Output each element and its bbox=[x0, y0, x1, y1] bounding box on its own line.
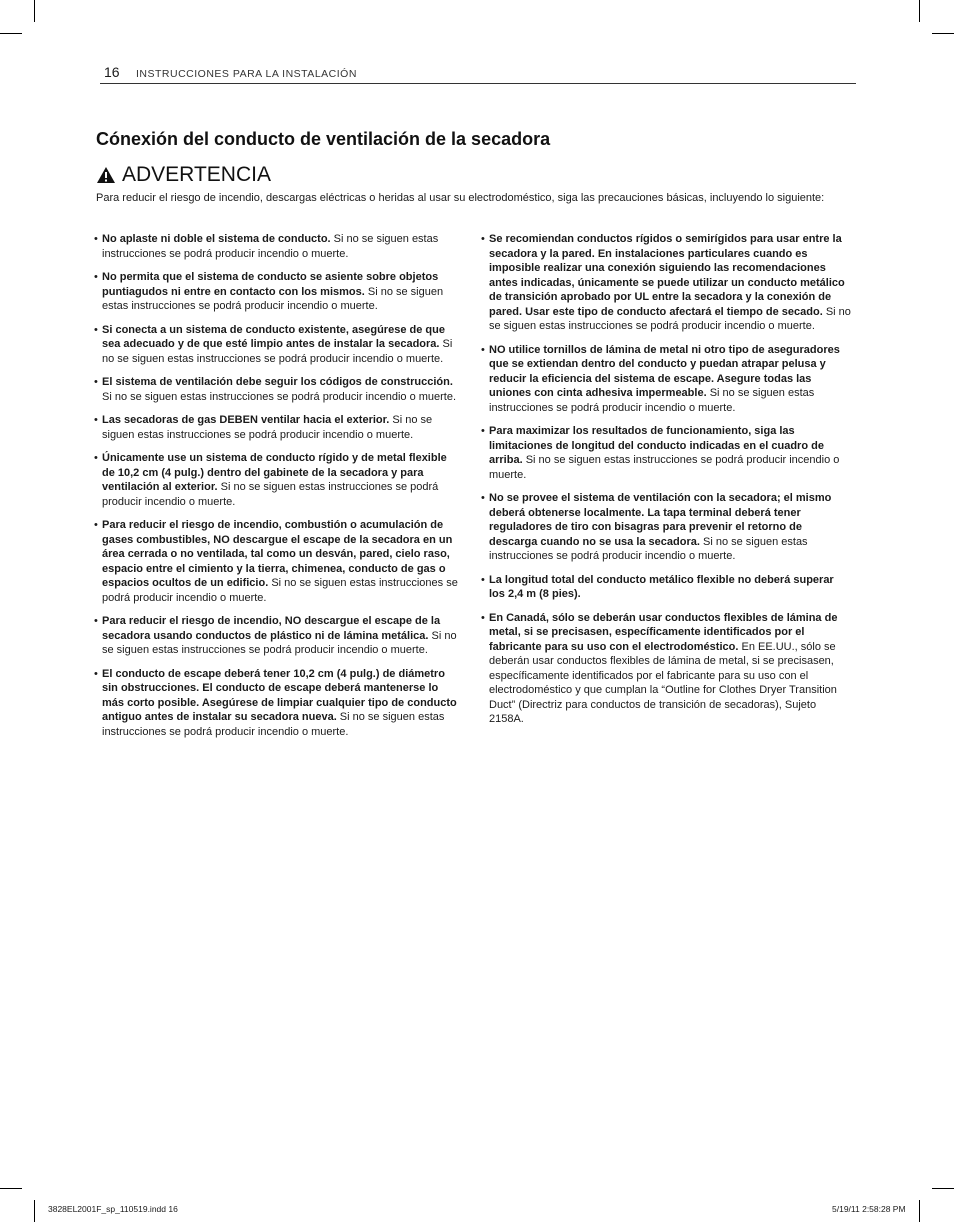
crop-mark bbox=[919, 0, 920, 22]
list-item: • El conducto de escape deberá tener 10,2 cm (4 pulg.) de diámetro sin obstrucciones. El conducto de escape deberá mantenerse lo más corto posible. Asegúrese de limpiar cualquier tipo de conducto antiguo antes de instalar su secadora nueva. Si no se siguen estas instrucciones se podrá producir incendio o muerte. bbox=[94, 667, 457, 738]
list-item: • No aplaste ni doble el sistema de conducto. Si no se siguen estas instrucciones se podrá producir incendio o muerte. bbox=[94, 233, 439, 260]
section-title: Cónexión del conducto de ventilación de la secadora bbox=[96, 129, 551, 149]
warning-label: ADVERTENCIA bbox=[122, 163, 271, 186]
crop-mark bbox=[0, 33, 22, 34]
left-column bbox=[94, 232, 462, 748]
list-item: • NO utilice tornillos de lámina de metal ni otro tipo de aseguradores que se extiendan dentro del conducto y puedan atrapar pelusa y reducir la eficiencia del sistema de escape. Asegure todas las uniones con cinta adhesiva impermeable. Si no se siguen estas instrucciones se podrá producir incendio o muerte. bbox=[481, 343, 840, 414]
list-item: • Si conecta a un sistema de conducto existente, asegúrese de que sea adecuado y de que esté limpio antes de instalar la secadora. Si no se siguen estas instrucciones se podrá producir incendio o muerte. bbox=[94, 323, 453, 365]
page-header bbox=[100, 64, 856, 84]
list-item: • No se provee el sistema de ventilación con la secadora; el mismo deberá obtenerse localmente. La tapa terminal deberá tener reguladores de tiro con bisagras para prevenir el retorno de descarga cuando no se usa la secadora. Si no se siguen estas instrucciones se podrá producir incendio o muerte. bbox=[481, 492, 832, 562]
footer-filename: 3828EL2001F_sp_110519.indd 16 bbox=[48, 1204, 178, 1214]
intro-text: Para reducir el riesgo de incendio, descargas eléctricas o heridas al usar su electrodoméstico, siga las precauciones básicas, incluyendo lo siguiente: bbox=[96, 192, 825, 204]
page-number: 16 bbox=[104, 64, 120, 80]
crop-mark bbox=[34, 1200, 35, 1222]
footer-timestamp: 5/19/11 2:58:28 PM bbox=[832, 1204, 906, 1214]
warning-triangle-icon bbox=[96, 166, 116, 184]
crop-mark bbox=[932, 33, 954, 34]
list-item: • Las secadoras de gas DEBEN ventilar hacia el exterior. Si no se siguen estas instrucciones se podrá producir incendio o muerte. bbox=[94, 414, 433, 441]
list-item: • Se recomiendan conductos rígidos o semirígidos para usar entre la secadora y la pared. En instalaciones particulares cuando es imposible realizar una conexión siguiendo las recomendaciones antes indicadas, únicamente se puede utilizar un conducto metálico de transición aprobado por UL entre la secadora y la conexión de pared. Usar este tipo de conducto afectará el tiempo de secado. Si no se siguen estas instrucciones se podrá producir incendio o muerte. bbox=[481, 233, 851, 332]
crop-mark bbox=[34, 0, 35, 22]
list-item: • Para reducir el riesgo de incendio, combustión o acumulación de gases combustibles, NO descargue el escape de la secadora en un área cerrada o no ventilada, tal como un desván, pared, cielo raso, espacio entre el cimiento y la tierra, chimenea, conducto de gas o espacios ocultos de un edificio. Si no se siguen estas instrucciones se podrá producir incendio o muerte. bbox=[94, 519, 458, 604]
list-item: • El sistema de ventilación debe seguir los códigos de construcción. Si no se siguen estas instrucciones se podrá producir incendio o muerte. bbox=[94, 376, 457, 403]
list-item: • En Canadá, sólo se deberán usar conductos flexibles de lámina de metal, si se precisasen, específicamente identificados por el fabricante para su uso con el electrodoméstico. En EE.UU., sólo se deberán usar conductos flexibles de lámina de metal, si se precisasen, específicamente identificados por el fabricante para su uso con el electrodoméstico y que cumplan la “Outline for Clothes Dryer Transition Duct” (Directriz para conductos de transición de secadoras), Sujeto 2158A. bbox=[481, 611, 838, 725]
crop-mark bbox=[932, 1188, 954, 1189]
right-column bbox=[481, 232, 851, 736]
crop-mark bbox=[919, 1200, 920, 1222]
header-title: INSTRUCCIONES PARA LA INSTALACIÓN bbox=[136, 68, 357, 80]
list-item: • Únicamente use un sistema de conducto rígido y de metal flexible de 10,2 cm (4 pulg.) dentro del gabinete de la secadora y para ventilación al exterior. Si no se siguen estas instrucciones se podrá producir incendio o muerte. bbox=[94, 452, 447, 508]
list-item: • No permita que el sistema de conducto se asiente sobre objetos puntiagudos ni entre en contacto con los mismos. Si no se siguen estas instrucciones se podrá producir incendio o muerte. bbox=[94, 271, 444, 312]
warning-heading bbox=[96, 163, 271, 187]
list-item: • Para maximizar los resultados de funcionamiento, siga las limitaciones de longitud del conducto indicadas en el cuadro de arriba. Si no se siguen estas instrucciones se podrá producir incendio o muerte. bbox=[481, 425, 840, 481]
crop-mark bbox=[0, 1188, 22, 1189]
list-item: • Para reducir el riesgo de incendio, NO descargue el escape de la secadora usando conductos de plástico ni de lámina metálica. Si no se siguen estas instrucciones se podrá producir incendio o muerte. bbox=[94, 615, 457, 656]
list-item: • La longitud total del conducto metálico flexible no deberá superar los 2,4 m (8 pies). bbox=[481, 573, 834, 600]
